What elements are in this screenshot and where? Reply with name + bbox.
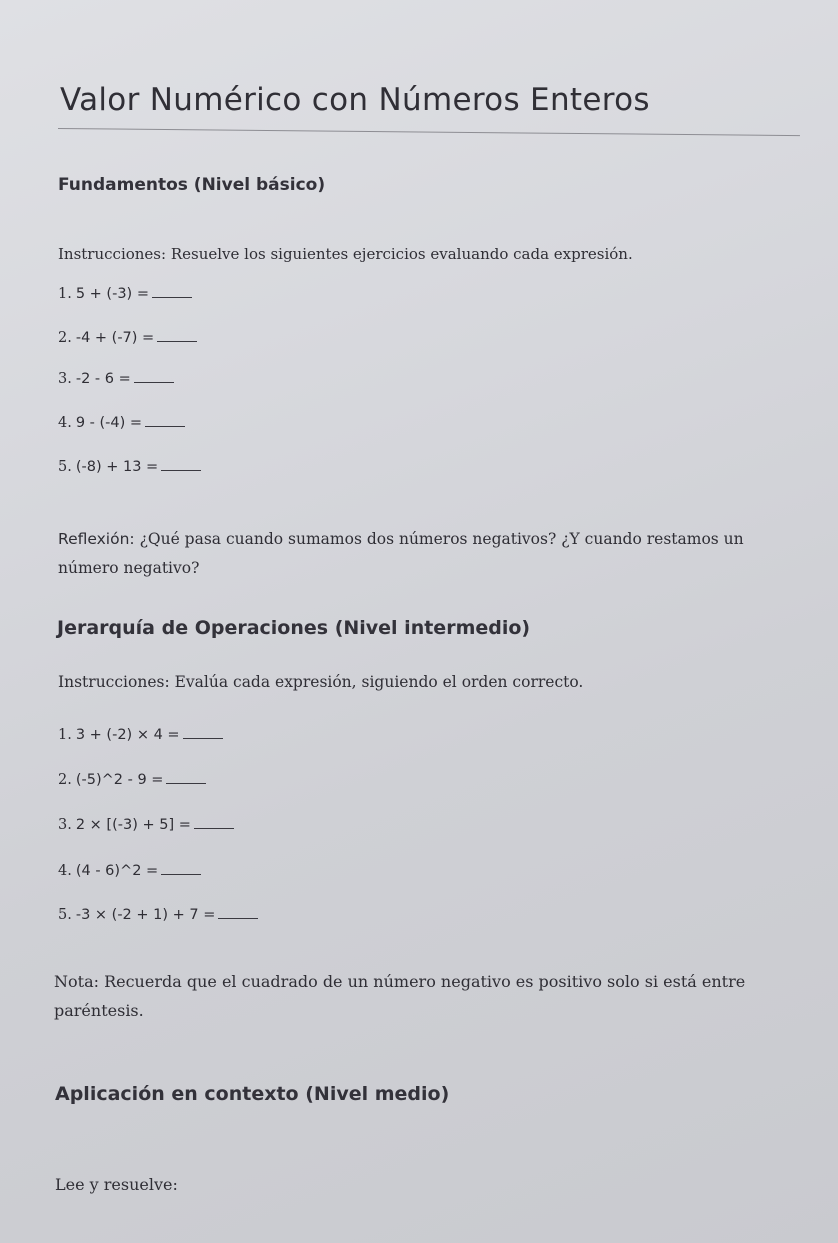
exercise-item [58,816,234,833]
answer-blank[interactable] [161,458,201,471]
reflection-lead: Reflexión: [58,530,135,548]
exercise-expression: -4 + (-7) = [75,330,155,346]
section-heading-aplicacion: Aplicación en contexto (Nivel medio) [55,1083,450,1105]
section-heading-jerarquia: Jerarquía de Operaciones (Nivel intermedio) [57,617,531,639]
instructions-section-1: Instrucciones: Resuelve los siguientes ejercicios evaluando cada expresión. [58,245,633,263]
exercise-number: 5. [58,907,72,923]
title-underline [58,128,800,136]
note-paragraph: Nota: Recuerda que el cuadrado de un número negativo es positivo solo si está entre paréntesis. [54,972,746,1020]
exercise-number: 3. [58,371,72,387]
exercise-expression: (4 - 6)^2 = [75,863,159,879]
answer-blank[interactable] [183,726,223,739]
exercise-expression: -3 × (-2 + 1) + 7 = [75,907,216,923]
exercise-item [58,771,206,788]
page-title: Valor Numérico con Números Enteros [60,82,650,118]
answer-blank[interactable] [152,285,192,298]
answer-blank[interactable] [218,906,258,919]
exercise-number: 4. [58,415,72,431]
answer-blank[interactable] [161,862,201,875]
exercise-expression: -2 - 6 = [75,371,131,387]
exercise-item [58,285,192,302]
exercise-expression: (-5)^2 - 9 = [75,772,164,788]
reflection-text: ¿Qué pasa cuando sumamos dos números negativos? ¿Y cuando restamos un número negativo? [58,530,744,577]
exercise-expression: 9 - (-4) = [75,415,143,431]
answer-blank[interactable] [166,771,206,784]
exercise-item [58,726,223,743]
section-heading-fundamentos: Fundamentos (Nivel básico) [58,175,326,195]
exercise-item [58,906,258,923]
exercise-expression: 2 × [(-3) + 5] = [75,817,191,833]
exercise-expression: 3 + (-2) × 4 = [75,727,180,743]
answer-blank[interactable] [134,370,174,383]
exercise-item [58,329,197,346]
exercise-number: 2. [58,330,72,346]
answer-blank[interactable] [157,329,197,342]
exercise-expression: 5 + (-3) = [75,286,149,302]
exercise-number: 1. [58,286,72,302]
instructions-section-2: Instrucciones: Evalúa cada expresión, siguiendo el orden correcto. [58,673,584,691]
answer-blank[interactable] [145,414,185,427]
exercise-number: 5. [58,459,72,475]
answer-blank[interactable] [194,816,234,829]
exercise-item [58,414,185,431]
exercise-expression: (-8) + 13 = [75,459,159,475]
exercise-number: 1. [58,727,72,743]
exercise-number: 4. [58,863,72,879]
exercise-item [58,862,201,879]
exercise-item [58,458,201,475]
exercise-number: 3. [58,817,72,833]
exercise-number: 2. [58,772,72,788]
reflection-paragraph [58,525,798,583]
exercise-item [58,370,174,387]
read-and-solve-prompt: Lee y resuelve: [55,1175,178,1194]
